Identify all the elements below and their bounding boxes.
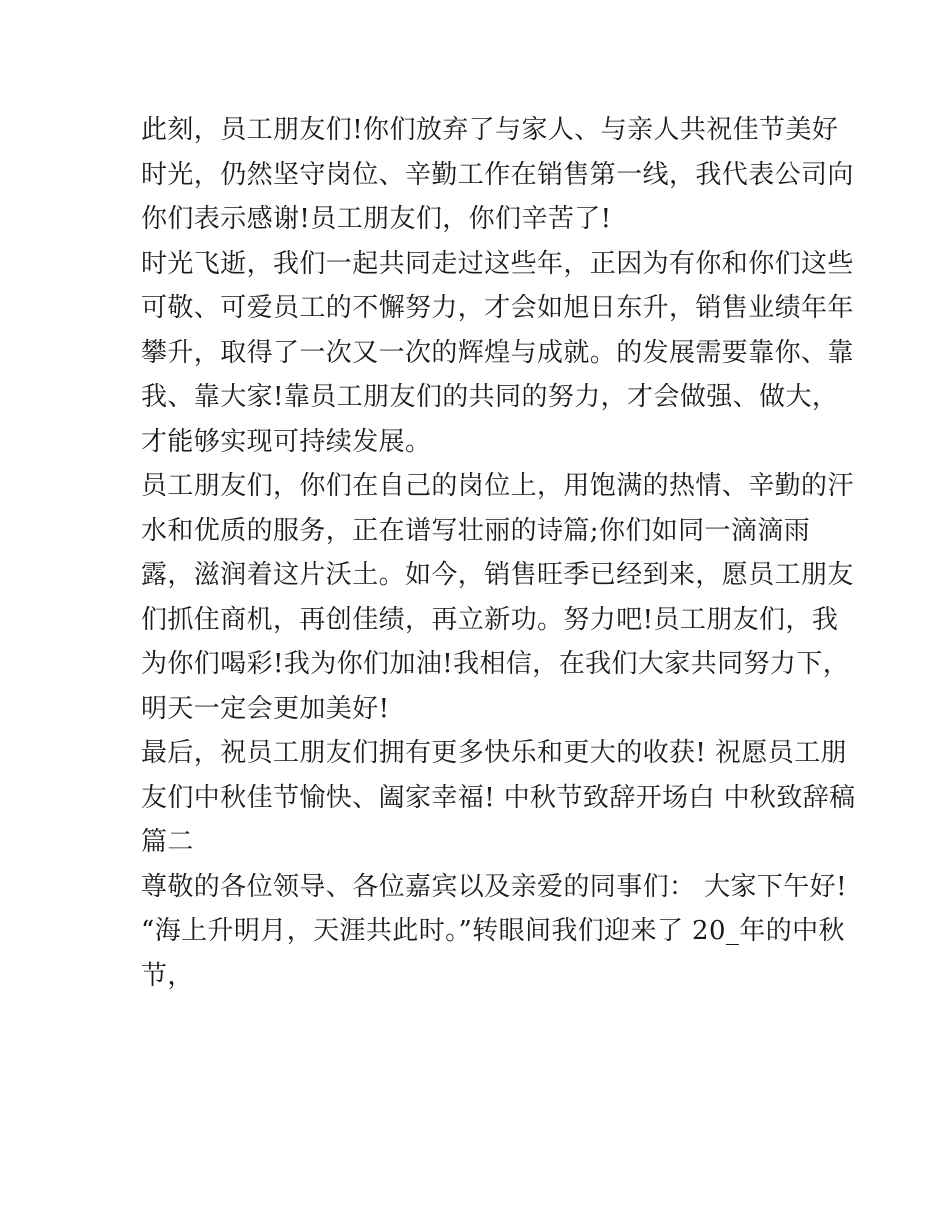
text-line: 攀升，取得了一次又一次的辉煌与成就。的发展需要靠你、靠 [141, 337, 854, 368]
text-line: 员工朋友们，你们在自己的岗位上，用饱满的热情、辛勤的汗 [141, 471, 854, 501]
text-line: “海上升明月，天涯共此时。”转眼间我们迎来了 20_年的中秋 [141, 916, 845, 946]
text-line: 时光飞逝，我们一起共同走过这些年，正因为有你和你们这些 [141, 248, 854, 279]
text-line: 篇二 [141, 827, 194, 857]
text-line: 水和优质的服务，正在谱写壮丽的诗篇;你们如同一滴滴雨 [141, 515, 811, 546]
text-line: 尊敬的各位领导、各位嘉宾以及亲爱的同事们： 大家下午好! [141, 871, 847, 902]
text-line: 为你们喝彩!我为你们加油!我相信，在我们大家共同努力下， [141, 649, 850, 679]
text-line: 最后，祝员工朋友们拥有更多快乐和更大的收获! 祝愿员工朋 [141, 738, 847, 768]
text-line: 明天一定会更加美好! [141, 693, 390, 724]
text-line: 节， [141, 960, 194, 991]
text-line: 可敬、可爱员工的不懈努力，才会如旭日东升，销售业绩年年 [141, 293, 854, 323]
document-body [141, 108, 856, 998]
text-line: 此刻，员工朋友们!你们放弃了与家人、与亲人共祝佳节美好 [141, 115, 839, 145]
text-line: 我、靠大家!靠员工朋友们的共同的努力，才会做强、做大， [141, 382, 839, 412]
text-line: 你们表示感谢!员工朋友们，你们辛苦了! [141, 204, 612, 234]
text-line: 们抓住商机，再创佳绩，再立新功。努力吧!员工朋友们，我 [141, 604, 839, 635]
text-line: 才能够实现可持续发展。 [141, 426, 432, 457]
text-line: 露，滋润着这片沃土。如今，销售旺季已经到来，愿员工朋友 [141, 560, 854, 590]
text-line: 时光，仍然坚守岗位、辛勤工作在销售第一线，我代表公司向 [141, 159, 854, 190]
text-line: 友们中秋佳节愉快、阖家幸福! 中秋节致辞开场白 中秋致辞稿 [141, 782, 856, 813]
